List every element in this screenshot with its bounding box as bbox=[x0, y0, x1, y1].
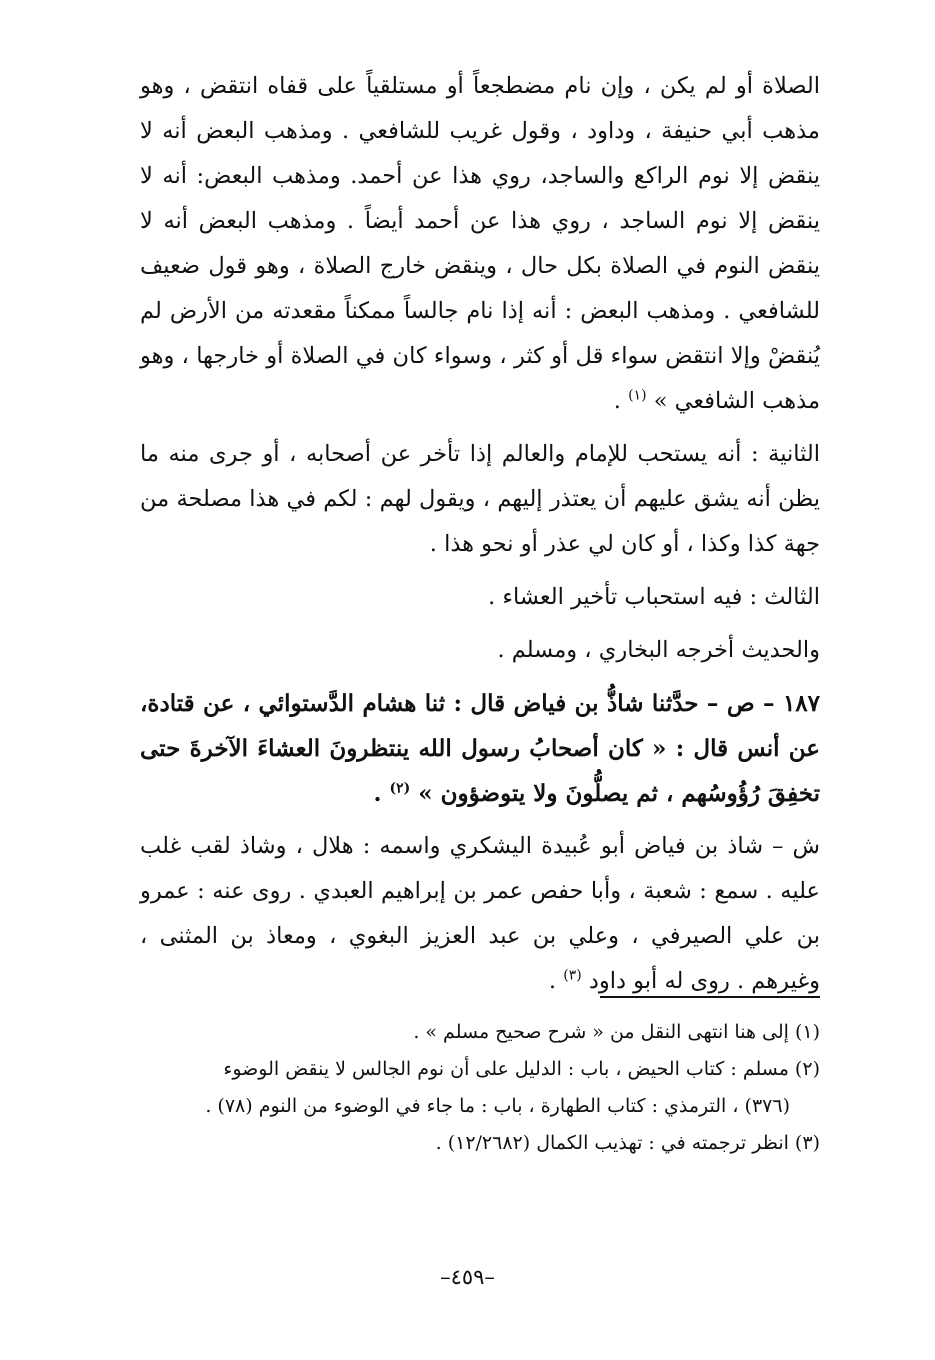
footnote-2: (٢) مسلم : كتاب الحيض ، باب : الدليل على أن نوم الجالس لا ينقض الوضوء bbox=[223, 1058, 820, 1080]
main-text bbox=[140, 64, 820, 1004]
footnote-2-continued: (٣٧٦) ، الترمذي : كتاب الطهارة ، باب : ما جاء في الوضوء من النوم (٧٨) . bbox=[205, 1095, 790, 1117]
paragraph-hadith-source: والحديث أخرجه البخاري ، ومسلم . bbox=[497, 637, 820, 663]
footnotes bbox=[140, 1014, 820, 1162]
footnote-ref-1[interactable]: (١) bbox=[628, 387, 647, 404]
footnote-ref-3[interactable]: (٣) bbox=[563, 967, 582, 984]
paragraph-third-point: الثالث : فيه استحباب تأخير العشاء . bbox=[488, 584, 820, 610]
paragraph-commentary: ش – شاذ بن فياض أبو عُبيدة اليشكري واسمه : هلال ، وشاذ لقب غلب عليه . سمع : شعبة ، وأبا حفص عمر بن إبراهيم العبدي . روى عنه : عمرو بن علي الصيرفي ، وعلي بن عبد العزيز البغوي ، ومعاذ بن المثنى ، وغيرهم . روى له أبو داود $^{(٣)}$ . bbox=[140, 833, 820, 994]
paragraph-second-point: الثانية : أنه يستحب للإمام والعالم إذا تأخر عن أصحابه ، أو جرى منه ما يظن أنه يشق عليهم أن يعتذر إليهم ، ويقول لهم : لكم في هذا مصلحة من جهة كذا وكذا ، أو كان لي عذر أو نحو هذا . bbox=[140, 441, 820, 557]
footnote-1: (١) إلى هنا انتهى النقل من « شرح صحيح مسلم » . bbox=[413, 1021, 820, 1043]
hadith-187: ١٨٧ – ص – حدَّثنا شاذُّ بن فياض قال : ثنا هشام الدَّستوائي ، عن قتادة، عن أنس قال : « كان أصحابُ رسول الله ينتظرونَ العشاءَ الآخرةَ حتى تخفِقَ رُؤُوسُهم ، ثم يصلُّونَ ولا يتوضؤون » $^{(٢)}$ . bbox=[140, 690, 820, 807]
paragraph-sleep-opinions: الصلاة أو لم يكن ، وإن نام مضطجعاً أو مستلقياً على قفاه انتقض ، وهو مذهب أبي حنيفة ، وداود ، وقول غريب للشافعي . ومذهب البعض أنه لا ينقض إلا نوم الراكع والساجد، روي هذا عن أحمد. ومذهب البعض: أنه لا ينقض إلا نوم الساجد ، روي هذا عن أحمد أيضاً . ومذهب البعض أنه لا ينقض النوم في الصلاة بكل حال ، وينقض خارج الصلاة ، وهو قول ضعيف للشافعي . ومذهب البعض : أنه إذا نام جالساً ممكناً مقعدته من الأرض لم يُنقضْ وإلا انتقض سواء قل أو كثر ، وسواء كان في الصلاة أو خارجها ، وهو مذهب الشافعي » $^{(١)}$ . bbox=[140, 73, 820, 414]
footnote-ref-2[interactable]: (٢) bbox=[389, 780, 411, 797]
footnote-divider bbox=[600, 996, 820, 998]
footnote-3: (٣) انظر ترجمته في : تهذيب الكمال (١٢/٢٦٨٢) . bbox=[435, 1132, 820, 1154]
page-number: –٤٥٩– bbox=[440, 1265, 495, 1289]
